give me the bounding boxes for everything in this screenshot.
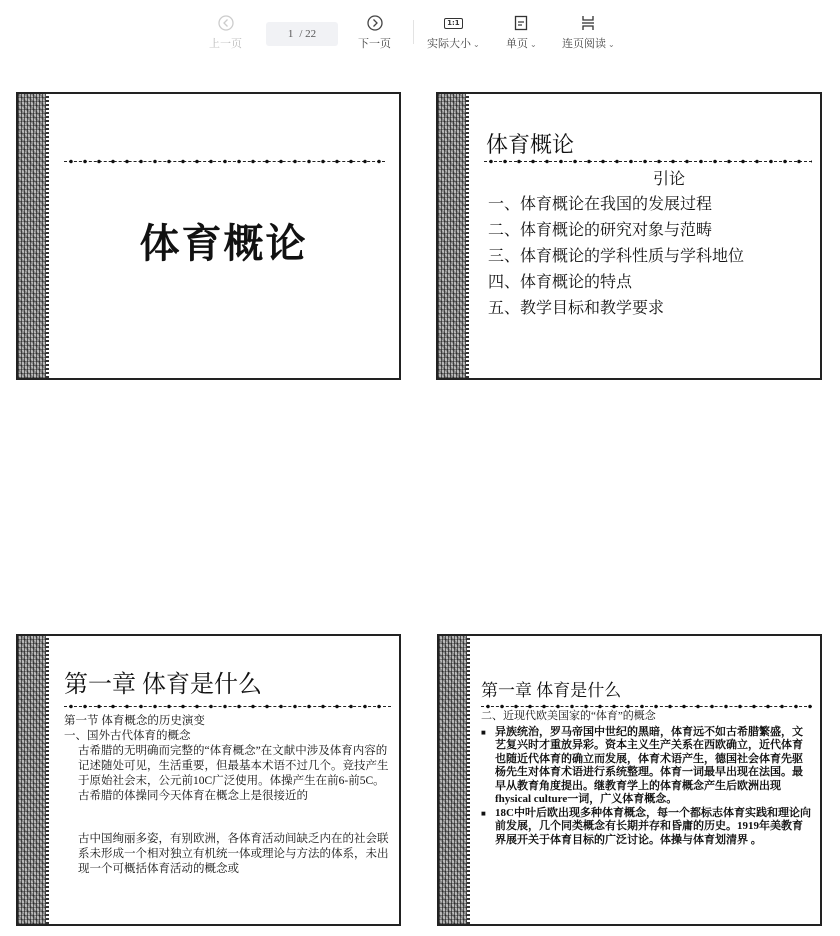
- slide-body: [481, 710, 811, 847]
- single-page-label: 单页: [506, 37, 528, 50]
- paragraph: 古希腊的无明确而完整的“体育概念”在文献中涉及体育内容的记述随处可见，生活重要，但最基本术语不过几个。竞技产生于原始社会末，公元前10C广泛使用。体操产生在前6-前5C。古希腊的体操同今天体育在概念上是很接近的: [78, 745, 389, 802]
- arrow-left-circle-icon: [217, 14, 235, 32]
- actual-size-button[interactable]: [427, 14, 480, 51]
- slide-title: 第一章 体育是什么: [64, 672, 262, 698]
- arrow-right-circle-icon: [366, 14, 384, 32]
- slide-subtitle: 引论: [653, 171, 686, 188]
- divider-line: [64, 706, 391, 707]
- viewer-toolbar: [0, 0, 840, 60]
- outline-list: [488, 192, 744, 322]
- page-indicator[interactable]: [266, 22, 338, 46]
- slide-thumbnail-4[interactable]: [437, 634, 822, 926]
- bullet-item: ■ 异族统治，罗马帝国中世纪的黑暗，体育远不如古希腊繁盛，文艺复兴时才重放异彩。资本主义生产关系在西欧确立，近代体育也随近代体育的确立而发展，体育术语产生，德国社会体育先驱杨先生对体育术语进行系统整理。体育一词最早出现在法国。最早从教育角度提出。继教育学上的体育概念产生后欧洲出现fhysical culture一词，广义体育概念。: [481, 726, 811, 807]
- decorative-strip: [18, 636, 46, 924]
- single-page-button[interactable]: [506, 14, 537, 51]
- prev-page-label: 上一页: [209, 37, 242, 50]
- section-heading: 第一节 体育概念的历史演变: [64, 715, 205, 727]
- bullet-item: ■ 18C中叶后欧出现多种体育概念，每一个都标志体育实践和理论向前发展，几个同类概念有长期并存和昏庸的历史。1919年美教育界展开关于体育目标的广泛讨论。体操与体育划清界 。: [481, 807, 811, 848]
- slide-thumbnail-1[interactable]: [16, 92, 401, 380]
- list-item: 五、教学目标和教学要求: [488, 300, 665, 317]
- toolbar-divider: [413, 20, 414, 44]
- chevron-down-icon: ⌄: [473, 40, 480, 49]
- divider-line: [484, 161, 812, 162]
- page-current-input[interactable]: 1: [287, 28, 294, 40]
- list-item: 二、体育概论的研究对象与范畴: [488, 222, 713, 239]
- list-item: 一、体育概论在我国的发展过程: [488, 196, 713, 213]
- divider-line: [481, 706, 812, 707]
- slide-thumbnail-2[interactable]: [436, 92, 822, 380]
- actual-size-icon: 1:1: [444, 14, 462, 32]
- slide-title: 第一章 体育是什么: [481, 681, 622, 700]
- continuous-read-button[interactable]: [562, 14, 615, 51]
- paragraph: 古中国绚丽多姿，有别欧洲，各体育活动间缺乏内在的社会联系未形成一个相对独立有机统一体或理论与方法的体系，未出现一个可概括体育活动的概念或: [78, 833, 389, 875]
- slide-body: [64, 714, 394, 877]
- list-item: 四、体育概论的特点: [488, 274, 633, 291]
- actual-size-label: 实际大小: [427, 37, 471, 50]
- next-page-button[interactable]: [358, 14, 391, 51]
- single-page-icon: [512, 14, 530, 32]
- continuous-read-label: 连页阅读: [562, 37, 606, 50]
- page-total: / 22: [299, 28, 317, 40]
- slide-title: 体育概论: [486, 132, 575, 157]
- list-item: 三、体育概论的学科性质与学科地位: [488, 248, 745, 265]
- decorative-strip: [439, 636, 467, 924]
- sub-heading: 二、近现代欧美国家的“体育”的概念: [481, 710, 656, 722]
- continuous-read-icon: [579, 14, 597, 32]
- decorative-strip: [438, 94, 466, 378]
- prev-page-button[interactable]: [209, 14, 242, 51]
- next-page-label: 下一页: [358, 37, 391, 50]
- chevron-down-icon: ⌄: [530, 40, 537, 49]
- chevron-down-icon: ⌄: [608, 40, 615, 49]
- slide-thumbnail-3[interactable]: [16, 634, 401, 926]
- divider-line: [64, 161, 385, 162]
- slide-title: 体育概论: [139, 221, 308, 266]
- sub-heading: 一、国外古代体育的概念: [64, 730, 191, 742]
